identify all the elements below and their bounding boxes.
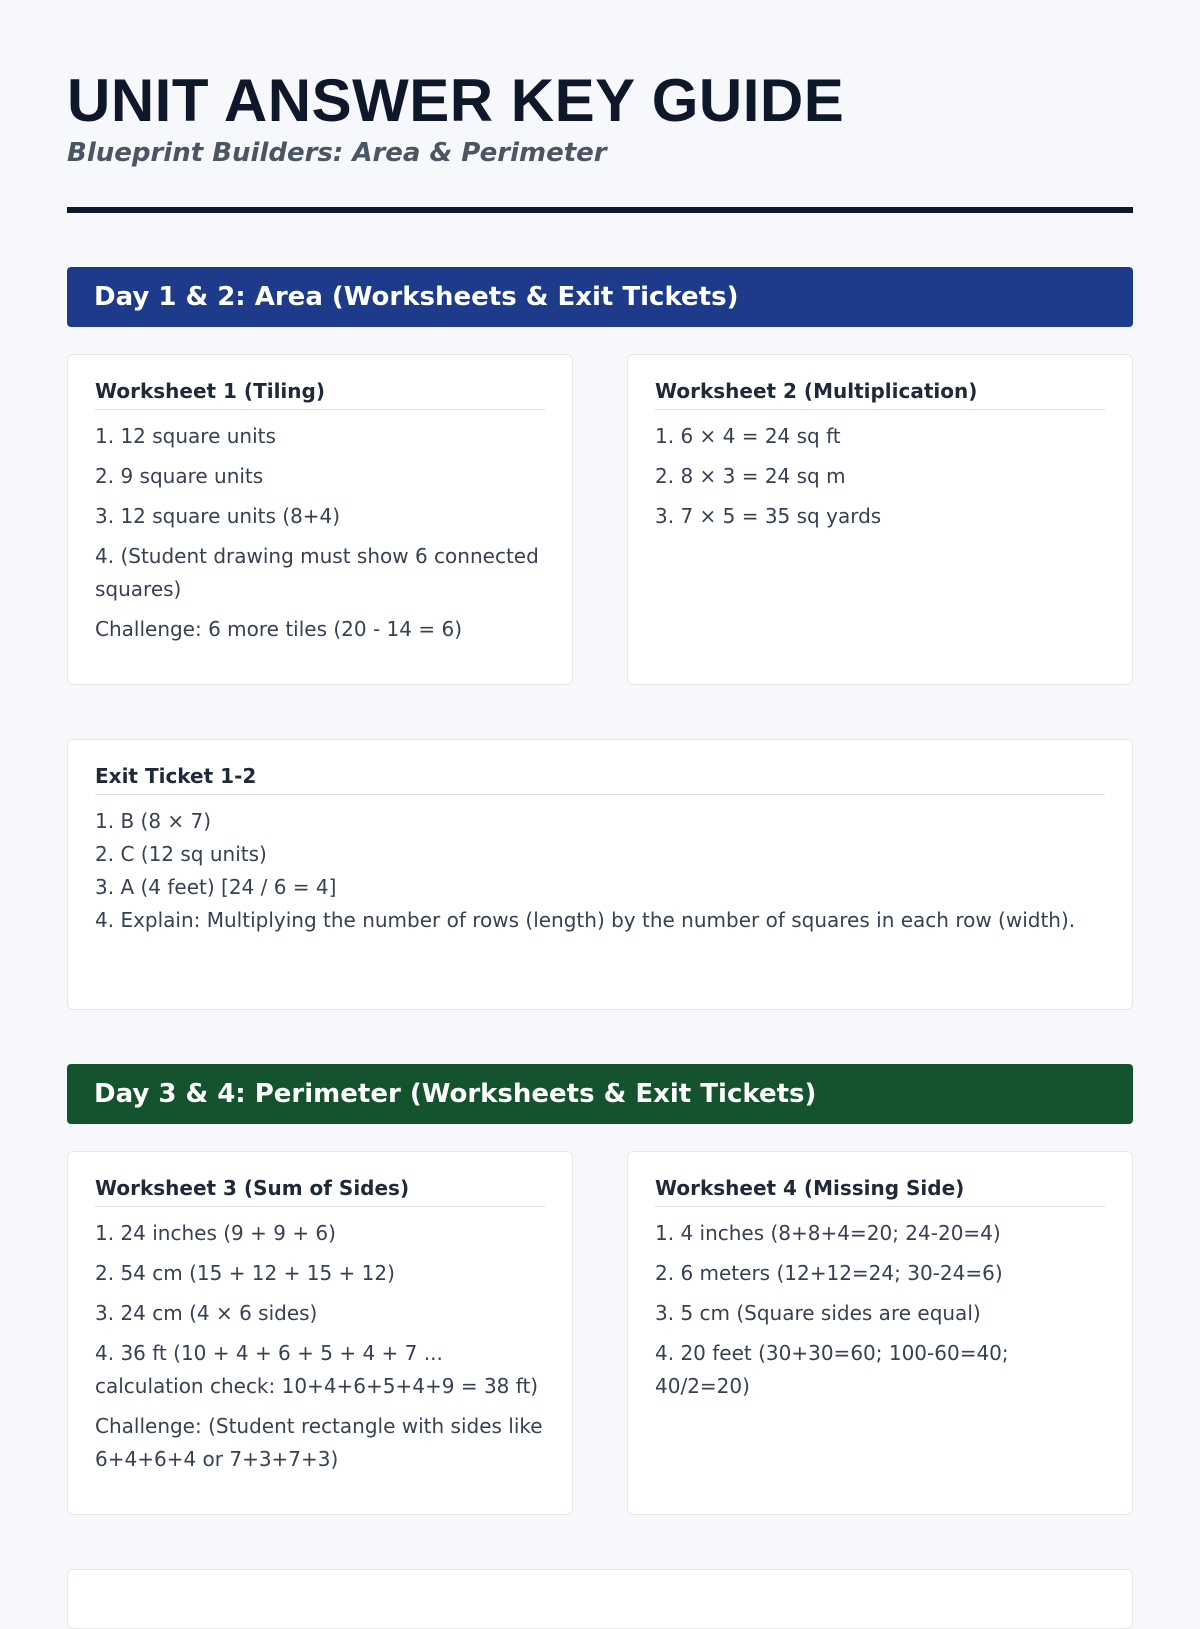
- answer-item: 1. 4 inches (8+8+4=20; 24-20=4): [655, 1221, 1001, 1245]
- card-worksheet-1: [67, 354, 573, 685]
- answer-item: Challenge: (Student rectangle with sides like 6+4+6+4 or 7+3+7+3): [95, 1414, 543, 1471]
- answer-item: 2. 54 cm (15 + 12 + 15 + 12): [95, 1261, 395, 1285]
- card-exit-ticket-1-2: [67, 739, 1133, 1010]
- answer-item: 1. 12 square units: [95, 424, 276, 448]
- answer-item: 4. 36 ft (10 + 4 + 6 + 5 + 4 + 7 ... calculation check: 10+4+6+5+4+9 = 38 ft): [95, 1341, 539, 1398]
- answer-item: 2. 6 meters (12+12=24; 30-24=6): [655, 1261, 1003, 1285]
- card-title: Worksheet 1 (Tiling): [95, 379, 545, 410]
- title-divider: [67, 207, 1133, 213]
- answer-list: [655, 1217, 1105, 1403]
- answer-item: 2. 8 × 3 = 24 sq m: [655, 464, 846, 488]
- answer-item: 3. 5 cm (Square sides are equal): [655, 1301, 981, 1325]
- answer-item: 4. 20 feet (30+30=60; 100-60=40; 40/2=20): [655, 1341, 1009, 1398]
- answer-item: 3. 12 square units (8+4): [95, 504, 341, 528]
- answer-item: 1. B (8 × 7): [95, 809, 212, 833]
- answer-item: 3. A (4 feet) [24 / 6 = 4]: [95, 875, 337, 899]
- answer-item: 1. 6 × 4 = 24 sq ft: [655, 424, 841, 448]
- section-header-perimeter: Day 3 & 4: Perimeter (Worksheets & Exit Tickets): [67, 1064, 1133, 1124]
- card-worksheet-3: [67, 1151, 573, 1515]
- answer-item: 4. Explain: Multiplying the number of rows (length) by the number of squares in each row (width).: [95, 908, 1076, 932]
- answer-item: 3. 7 × 5 = 35 sq yards: [655, 504, 882, 528]
- card-title: Exit Ticket 1-2: [95, 764, 1105, 795]
- card-worksheet-4: [627, 1151, 1133, 1515]
- card-next-partial: [67, 1569, 1133, 1629]
- answer-item: 2. 9 square units: [95, 464, 264, 488]
- answer-item: 4. (Student drawing must show 6 connected squares): [95, 544, 539, 601]
- page-subtitle: Blueprint Builders: Area & Perimeter: [67, 138, 607, 168]
- card-title: Worksheet 3 (Sum of Sides): [95, 1176, 545, 1207]
- section-header-area: Day 1 & 2: Area (Worksheets & Exit Tickets): [67, 267, 1133, 327]
- answer-item: 1. 24 inches (9 + 9 + 6): [95, 1221, 336, 1245]
- page-title: UNIT ANSWER KEY GUIDE: [67, 67, 845, 134]
- answer-list: [655, 420, 1105, 533]
- card-worksheet-2: [627, 354, 1133, 685]
- answer-item: Challenge: 6 more tiles (20 - 14 = 6): [95, 617, 463, 641]
- answer-item: 2. C (12 sq units): [95, 842, 267, 866]
- card-title: Worksheet 4 (Missing Side): [655, 1176, 1105, 1207]
- card-title: Worksheet 2 (Multiplication): [655, 379, 1105, 410]
- answer-list: [95, 1217, 545, 1476]
- answer-list: [95, 805, 1105, 937]
- answer-item: 3. 24 cm (4 × 6 sides): [95, 1301, 318, 1325]
- answer-list: [95, 420, 545, 646]
